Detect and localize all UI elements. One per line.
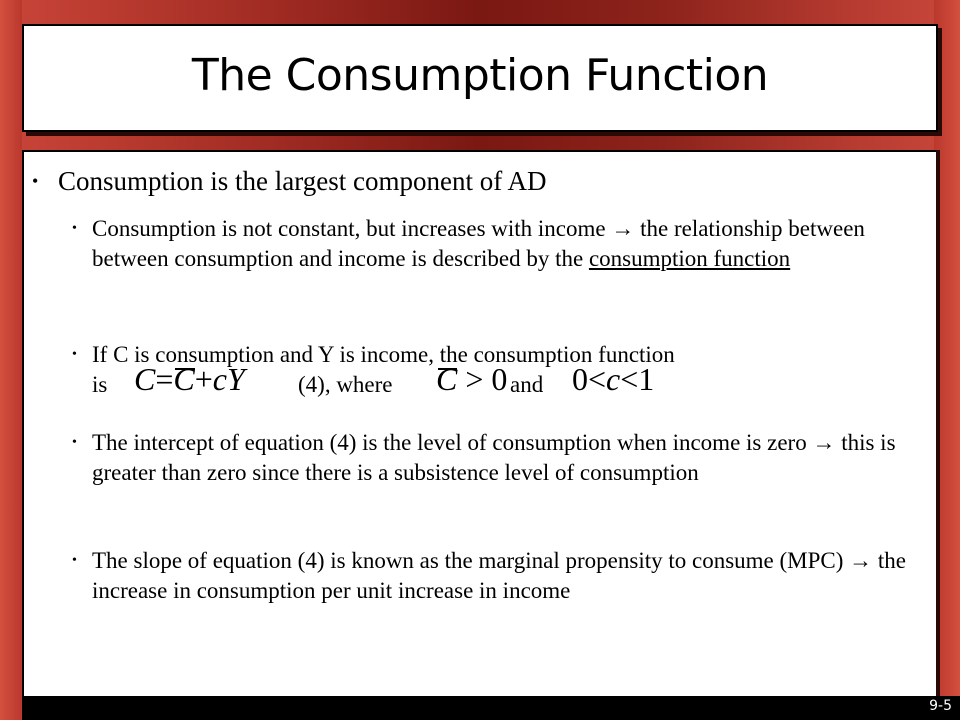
- eq-label: (4), where: [298, 372, 393, 397]
- left-border-strip: [0, 0, 22, 720]
- cond-zero: 0: [572, 361, 588, 397]
- main-bullet-text: Consumption is the largest component of AD: [58, 166, 547, 196]
- sub-bullet-1-body: Consumption is not constant, but increases with income → the relationship between between consumption and income is described by the: [92, 216, 865, 271]
- bullet-dot: •: [72, 435, 77, 450]
- sub-bullet-4: [72, 546, 922, 606]
- consumption-function-term: consumption function: [588, 246, 791, 271]
- bullet-dot: •: [72, 347, 77, 362]
- eq-plus: +: [194, 361, 213, 397]
- cond-lt-2: <: [620, 361, 639, 397]
- bullet-dot: •: [72, 221, 77, 236]
- cond-c: c: [606, 361, 621, 397]
- condition-c-range: [572, 361, 655, 397]
- bullet-dot: •: [32, 171, 39, 191]
- eq-y: Y: [226, 361, 245, 397]
- sub-bullet-3: [72, 428, 922, 488]
- sub-bullet-1: [72, 214, 922, 274]
- eq-equals: =: [155, 361, 174, 397]
- sub-bullet-4-text: The slope of equation (4) is known as the marginal propensity to consume (MPC) → the increase in consumption per unit increase in income: [92, 548, 907, 603]
- and-word: and: [510, 372, 544, 397]
- eq-lhs: C: [134, 361, 156, 397]
- bottom-bar: [22, 696, 960, 720]
- title-panel: [22, 24, 938, 132]
- cond-cbar: C: [436, 361, 458, 397]
- slide-title: The Consumption Function: [191, 50, 769, 101]
- sub-bullet-2-line1: If C is consumption and Y is income, the consumption function: [92, 342, 675, 367]
- eq-cbar: C: [173, 361, 195, 397]
- sub-bullet-1-text: [92, 214, 922, 274]
- consumption-equation: [134, 361, 245, 397]
- bullet-dot: •: [72, 553, 77, 568]
- condition-cbar-positive: [436, 361, 508, 397]
- cond-lt-1: <: [588, 361, 607, 397]
- page-number: 9-5: [929, 698, 952, 714]
- sub-bullet-3-text: The intercept of equation (4) is the level of consumption when income is zero → this is greater than zero since there is a subsistence level of consumption: [92, 430, 896, 485]
- sub-bullet-2: [72, 340, 922, 400]
- cond-gt-zero: > 0: [465, 361, 508, 397]
- eq-c: c: [212, 361, 227, 397]
- equation-line: [72, 361, 922, 400]
- cond-one: 1: [638, 361, 655, 397]
- is-word: is: [92, 372, 108, 397]
